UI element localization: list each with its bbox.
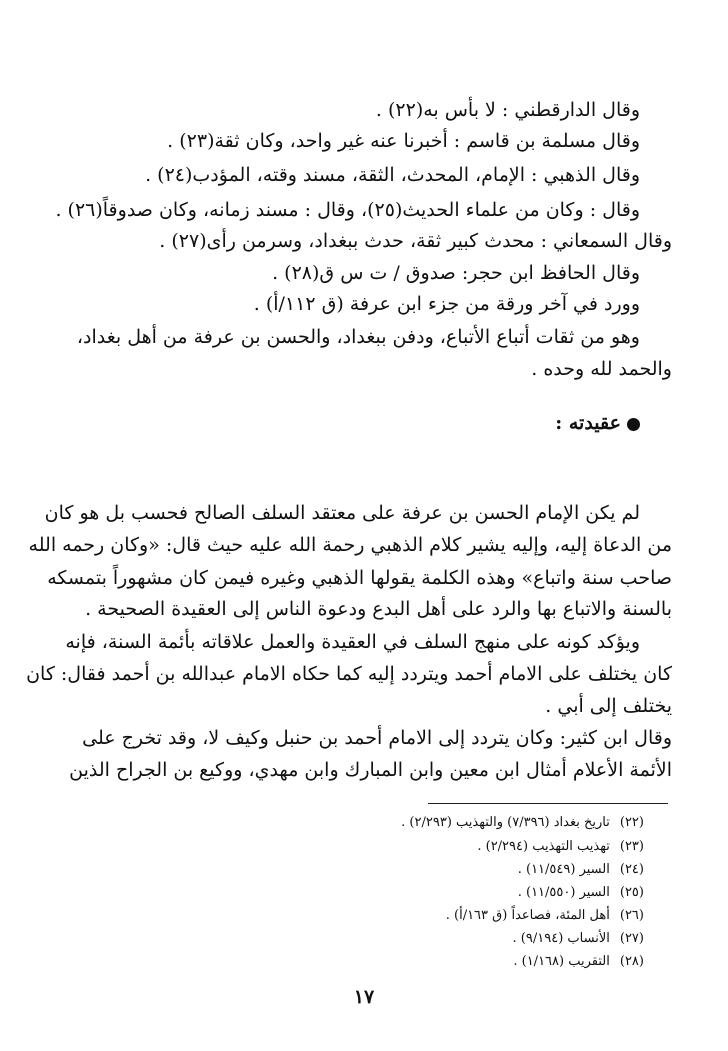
quote-daraqutni: وقال الدارقطني : لا بأس به(٢٢) . — [375, 99, 640, 121]
quote-juz-ibn-arafa: وورد في آخر ورقة من جزء ابن عرفة (ق ١١٢/أ) . — [253, 293, 640, 315]
footnote-text: تاريخ بغداد (٧/٣٩٦) والتهذيب (٢/٢٩٣) . — [401, 815, 610, 830]
footnote — [477, 839, 644, 855]
footnote-number: (٢٢) — [619, 815, 644, 830]
footnote-text: أهل المئة، فصاعداً (ق ١٦٣/أ) . — [445, 908, 610, 923]
body-line: وقال ابن كثير: وكان يتردد إلى الامام أحمد بن حنبل وكيف لا، وقد تخرج على — [82, 727, 672, 749]
footnote — [513, 954, 644, 970]
footnote-number: (٢٤) — [619, 862, 644, 877]
quote-maslama: وقال مسلمة بن قاسم : أخبرنا عنه غير واحد، وكان ثقة(٢٣) . — [167, 130, 640, 152]
section-heading-text: عقيدته : — [555, 412, 621, 434]
body-line: ويؤكد كونه على منهج السلف في العقيدة والعمل علاقاته بأئمة السنة، فإنه — [65, 631, 640, 653]
footnote — [401, 815, 644, 831]
footnote-number: (٢٦) — [619, 908, 644, 923]
quote-ibn-hajar: وقال الحافظ ابن حجر: صدوق / ت س ق(٢٨) . — [272, 262, 640, 284]
footnote — [513, 931, 644, 947]
quote-thiqat: وهو من ثقات أتباع الأتباع، ودفن ببغداد، والحسن بن عرفة من أهل بغداد، — [76, 326, 640, 348]
footnote-text: السير (١١/٥٤٩) . — [517, 862, 610, 877]
quote-samani: وقال السمعاني : محدث كبير ثقة، حدث ببغداد، وسرمن رأى(٢٧) . — [159, 230, 672, 252]
bullet-icon — [627, 418, 640, 431]
page-number: ١٧ — [353, 986, 375, 1008]
section-heading — [555, 412, 640, 434]
quote-dhahabi-2: وقال : وكان من علماء الحديث(٢٥)، وقال : مسند زمانه، وكان صدوقاً(٢٦) . — [55, 199, 640, 221]
body-line: بالسنة والاتباع بها والرد على أهل البدع ودعوة الناس إلى العقيدة الصحيحة . — [85, 598, 672, 620]
footnote-text: التقريب (١/١٦٨) . — [513, 954, 610, 969]
footnote-number: (٢٧) — [619, 931, 644, 946]
quote-hamd: والحمد لله وحده . — [531, 358, 672, 380]
footnote-number: (٢٨) — [619, 954, 644, 969]
footnote — [446, 908, 644, 924]
quote-dhahabi: وقال الذهبي : الإمام، المحدث، الثقة، مسند وقته، المؤدب(٢٤) . — [145, 164, 640, 186]
footnote — [518, 885, 644, 901]
footnote-number: (٢٣) — [619, 839, 644, 854]
body-line: من الدعاة إليه، وإليه يشير كلام الذهبي رحمة الله عليه حيث قال: «وكان رحمه الله — [28, 534, 672, 556]
body-line: لم يكن الإمام الحسن بن عرفة على معتقد السلف الصالح فحسب بل هو كان — [44, 502, 640, 524]
body-line: كان يختلف على الامام أحمد ويتردد إليه كما حكاه الامام عبدالله بن أحمد فقال: كان — [26, 663, 672, 685]
footnote-text: السير (١١/٥٥٠) . — [517, 885, 610, 900]
footnote-text: الأنساب (٩/١٩٤) . — [512, 931, 610, 946]
footnote-text: تهذيب التهذيب (٢/٢٩٤) . — [477, 839, 610, 854]
footnote — [518, 862, 644, 878]
body-line: الأئمة الأعلام أمثال ابن معين وابن المبارك وابن مهدي، ووكيع بن الجراح الذين — [69, 759, 672, 781]
body-line: صاحب سنة واتباع» وهذه الكلمة يقولها الذهبي وغيره فيمن كان مشهوراً بتمسكه — [47, 567, 672, 589]
footnote-number: (٢٥) — [619, 885, 644, 900]
footnote-divider — [428, 803, 668, 804]
body-line: يختلف إلى أبي . — [545, 695, 672, 717]
